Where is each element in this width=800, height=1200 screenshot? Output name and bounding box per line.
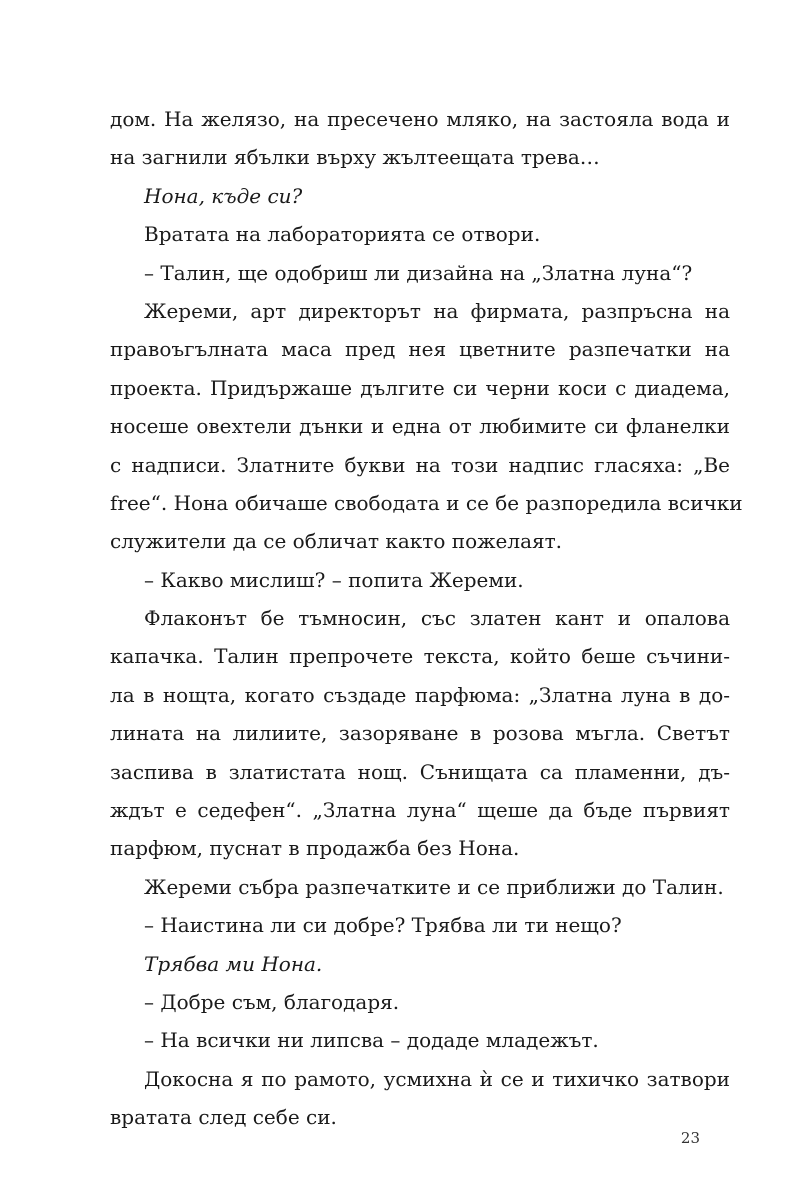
text-line: free“. Нона обичаше свободата и се бе разпоредила всички	[110, 490, 743, 515]
text-line-dialogue: – Талин, ще одобриш ли дизайна на „Златна луна“?	[144, 260, 693, 285]
text-line-dialogue: – Какво мислиш? – попита Жереми.	[144, 567, 524, 592]
body-text	[110, 100, 743, 1137]
text-line: правоъгълната маса пред нея цветните разпечатки на	[110, 337, 730, 362]
text-line: Флаконът бе тъмносин, със златен кант и опалова	[144, 606, 730, 631]
text-line: носеше овехтели дънки и една от любимите си фланелки	[110, 414, 730, 439]
text-line: Докосна я по рамото, усмихна ѝ се и тихичко затвори	[144, 1066, 730, 1091]
text-line: вратата след себе си.	[110, 1105, 337, 1130]
text-line-dialogue: – Добре съм, благодаря.	[144, 989, 400, 1014]
text-line-thought: Нона, къде си?	[144, 183, 303, 208]
text-line-thought: Трябва ми Нона.	[144, 951, 323, 976]
text-line: Жереми събра разпечатките и се приближи до Талин.	[144, 874, 724, 899]
text-line: ждът е седефен“. „Златна луна“ щеше да бъде първият	[110, 798, 730, 823]
page-number: 23	[680, 1129, 700, 1147]
text-line: заспива в златистата нощ. Сънищата са пламенни, дъ-	[110, 759, 730, 784]
text-line-dialogue: – Наистина ли си добре? Трябва ли ти нещо?	[144, 913, 622, 938]
text-line: Жереми, арт директорът на фирмата, разпръсна на	[144, 298, 730, 323]
text-line: парфюм, пуснат в продажба без Нона.	[110, 836, 520, 861]
text-line: служители да се обличат както пожелаят.	[110, 529, 563, 554]
text-line: дом. На желязо, на пресечено мляко, на застояла вода и	[110, 107, 730, 131]
text-line: лината на лилиите, зазоряване в розова мъгла. Светът	[110, 721, 730, 746]
text-line-dialogue: – На всички ни липсва – додаде младежът.	[144, 1028, 599, 1053]
text-line: капачка. Талин препрочете текста, който беше съчини-	[110, 644, 730, 669]
text-line: с надписи. Златните букви на този надпис гласяха: „Be	[110, 452, 730, 477]
text-line: проекта. Придържаше дългите си черни коси с диадема,	[110, 375, 730, 400]
text-line: Вратата на лабораторията се отвори.	[144, 222, 541, 247]
text-line: на загнили ябълки върху жълтеещата трева…	[110, 145, 600, 170]
text-line: ла в нощта, когато създаде парфюма: „Златна луна в до-	[110, 682, 730, 707]
